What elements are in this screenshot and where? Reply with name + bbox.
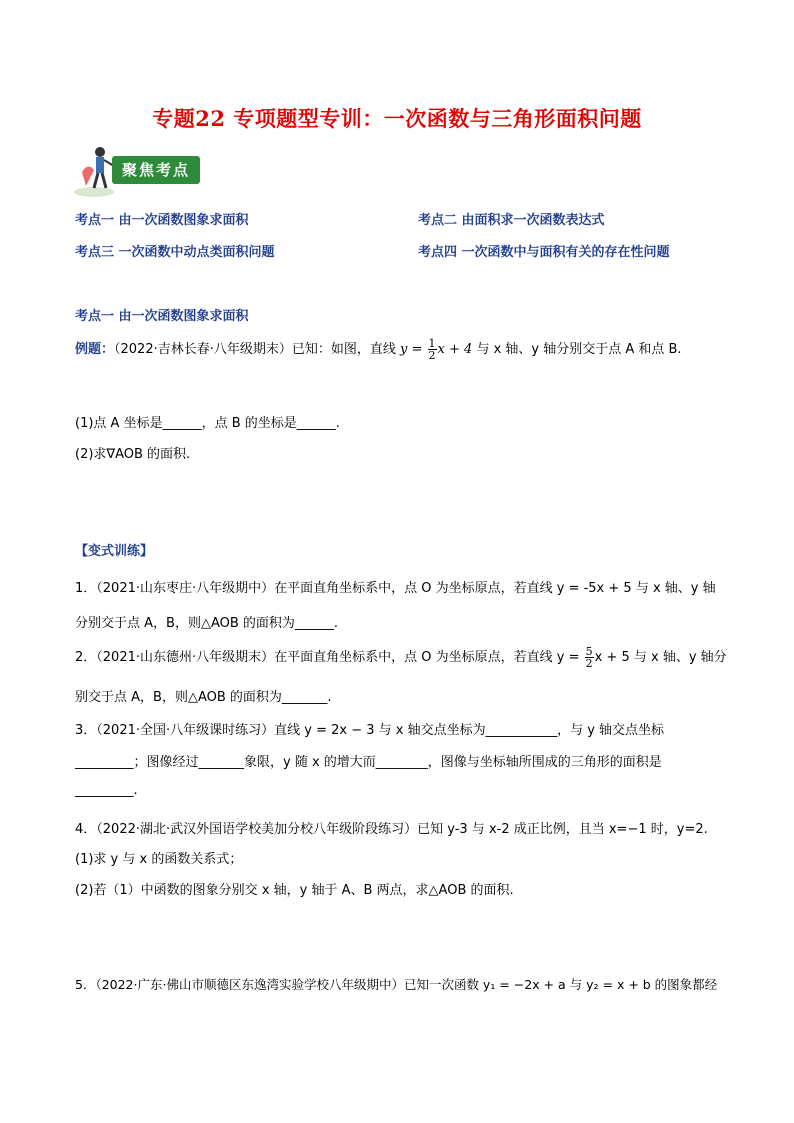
variant-heading: 【变式训练】 — [75, 544, 154, 559]
problem-1-line-1: 1．（2021·山东枣庄·八年级期中）在平面直角坐标系中，点 O 为坐标原点，若直线 y = -5x + 5 与 x 轴、y 轴 — [75, 581, 716, 596]
kaodian-2: 考点二 由面积求一次函数表达式 — [418, 213, 605, 228]
problem-2-line-2: 别交于点 A，B，则△AOB 的面积为_______. — [75, 690, 332, 705]
example-text-tail: 与 x 轴、y 轴分别交于点 A 和点 B. — [476, 342, 682, 357]
example-question-2: (2)求∇AOB 的面积. — [75, 447, 191, 462]
problem-2-fraction: $\frac{5}{2}$ — [585, 645, 593, 670]
kaodian-1: 考点一 由一次函数图象求面积 — [75, 213, 249, 228]
kaodian-4: 考点四 一次函数中与面积有关的存在性问题 — [418, 245, 670, 260]
problem-3-line-2: _________；图像经过_______象限，y 随 x 的增大而________，图像与坐标轴所围成的三角形的面积是 — [75, 755, 662, 770]
problem-5-line-1: 5．（2022·广东·佛山市顺德区东逸湾实验学校八年级期中）已知一次函数 y₁ = −2x + a 与 y₂ = x + b 的图象都经 — [75, 977, 718, 992]
page-title: 专题22 专项题型专训：一次函数与三角形面积问题 — [152, 106, 642, 131]
example-fraction: $\frac{1}{2}$ — [428, 337, 436, 362]
problem-2-line-1: 2．（2021·山东德州·八年级期末）在平面直角坐标系中，点 O 为坐标原点，若直线 y = $\frac{5}{2}$ x + 5 与 x 轴、y 轴分 — [75, 645, 727, 670]
problem-4-line-3: (2)若（1）中函数的图象分别交 x 轴，y 轴于 A、B 两点，求△AOB 的面积. — [75, 883, 514, 898]
problem-4-line-2: (1)求 y 与 x 的函数关系式； — [75, 852, 243, 867]
example-line: 例题：（2022·吉林长春·八年级期末）已知：如图，直线 y = $\frac{1}{2}$ x + 4 与 x 轴、y 轴分别交于点 A 和点 B. — [75, 337, 682, 362]
section-heading: 考点一 由一次函数图象求面积 — [75, 309, 249, 324]
problem-1-line-2: 分别交于点 A，B，则△AOB 的面积为______. — [75, 616, 339, 631]
problem-3-line-1: 3．（2021·全国·八年级课时练习）直线 y = 2x − 3 与 x 轴交点坐标为___________，与 y 轴交点坐标 — [75, 723, 665, 738]
focus-banner — [72, 142, 202, 200]
example-equation-tail: x + 4 — [437, 342, 473, 357]
kaodian-3: 考点三 一次函数中动点类面积问题 — [75, 245, 275, 260]
problem-3-line-3: _________. — [75, 783, 138, 798]
problem-4-line-1: 4．（2022·湖北·武汉外国语学校美加分校八年级阶段练习）已知 y-3 与 x-2 成正比例，且当 x=−1 时，y=2. — [75, 822, 708, 837]
example-question-1: (1)点 A 坐标是______，点 B 的坐标是______. — [75, 416, 340, 431]
example-source: （2022·吉林长春·八年级期末）已知：如图，直线 — [114, 342, 396, 357]
focus-banner-label: 聚焦考点 — [112, 156, 200, 184]
example-label: 例题： — [75, 342, 115, 357]
